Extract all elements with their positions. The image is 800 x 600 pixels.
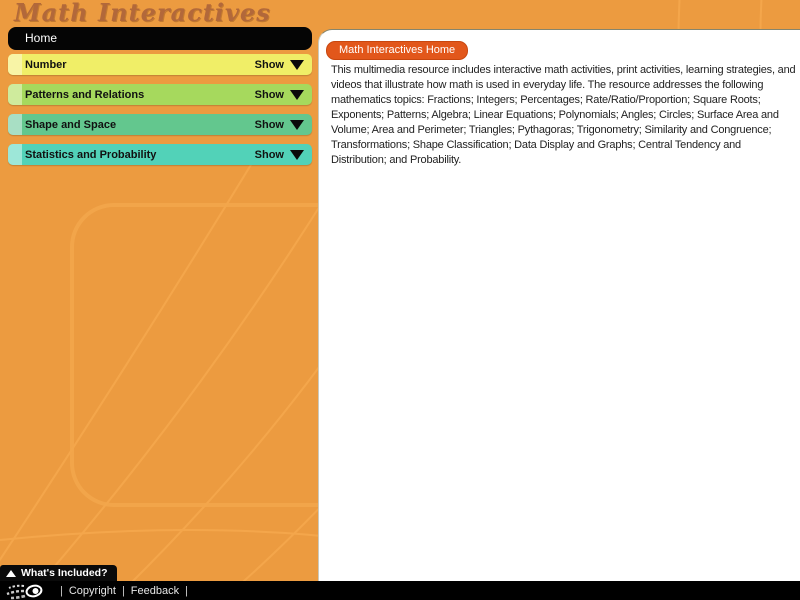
- show-toggle[interactable]: Show: [255, 114, 304, 135]
- show-toggle[interactable]: Show: [255, 54, 304, 75]
- sidebar-item-number[interactable]: [8, 54, 312, 75]
- footer-separator: |: [121, 584, 125, 597]
- whats-included-label: What's Included?: [21, 567, 108, 579]
- chevron-down-icon: [290, 60, 304, 70]
- category-label: Shape and Space: [25, 118, 117, 131]
- feedback-link[interactable]: Feedback: [130, 584, 180, 597]
- show-toggle[interactable]: Show: [255, 84, 304, 105]
- chevron-down-icon: [290, 90, 304, 100]
- category-left-cap: [8, 84, 22, 105]
- copyright-link[interactable]: Copyright: [68, 584, 116, 597]
- category-left-cap: [8, 114, 22, 135]
- footer-separator: |: [60, 584, 63, 597]
- sidebar-item-patterns-and-relations[interactable]: [8, 84, 312, 105]
- sidebar-item-home[interactable]: [8, 27, 312, 50]
- category-left-cap: [8, 144, 22, 165]
- app-title: Math Interactives: [14, 0, 271, 27]
- show-toggle[interactable]: Show: [255, 144, 304, 165]
- chevron-down-icon: [290, 120, 304, 130]
- category-label: Number: [25, 58, 67, 71]
- learnalberta-logo-icon[interactable]: [2, 582, 48, 600]
- math-interactives-home-button[interactable]: Math Interactives Home: [326, 41, 468, 60]
- sidebar-item-shape-and-space[interactable]: [8, 114, 312, 135]
- category-left-cap: [8, 54, 22, 75]
- chevron-down-icon: [290, 150, 304, 160]
- whats-included-tab[interactable]: [0, 565, 117, 581]
- home-label: Home: [25, 31, 58, 45]
- sidebar-item-statistics-and-probability[interactable]: [8, 144, 312, 165]
- footer-separator: |: [185, 584, 188, 597]
- chevron-up-icon: [6, 570, 16, 577]
- resource-description: This multimedia resource includes interactive math activities, print activities, learning strategies, and videos that illustrate how math is used in everyday life. The resource addresses the following mathematics topics: Fractions; Integers; Percentages; Rate/Ratio/Proportion; Square Roots; Exponents; Patterns; Algebra; Linear Equations; Polynomials; Angles; Circles; Surface Area and Volume; Area and Perimeter; Triangles; Pythagoras; Trigonometry; Similarity and Congruence; Transformations; Shape Classification; Data Display and Graphs; Central Tendency and Distribution; and Probability.: [331, 64, 796, 166]
- category-label: Statistics and Probability: [25, 148, 157, 161]
- category-label: Patterns and Relations: [25, 88, 145, 101]
- content-panel: [318, 29, 800, 581]
- footer-bar: [0, 581, 800, 600]
